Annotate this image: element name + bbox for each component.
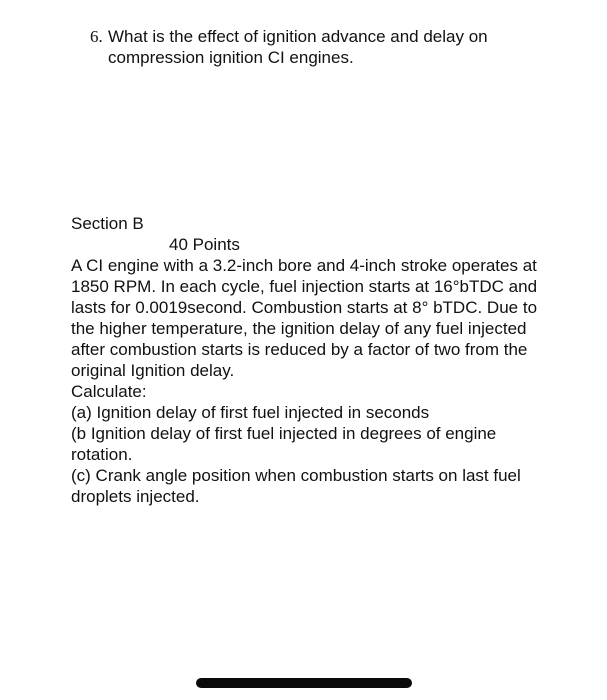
question-text: What is the effect of ignition advance and delay on compression ignition CI engines. (108, 27, 488, 67)
calculate-label: Calculate: (71, 382, 147, 401)
section-title: Section B (71, 214, 144, 233)
part-c: (c) Crank angle position when combustion starts on last fuel droplets injected. (71, 466, 521, 506)
problem-intro: A CI engine with a 3.2-inch bore and 4-inch stroke operates at 1850 RPM. In each cycle, fuel injection starts at 16°bTDC and lasts for 0.0019second. Combustion starts at 8° bTDC. Due to the higher temperature, the ignition delay of any fuel injected after combustion starts is reduced by a factor of two from the original Ignition delay. (71, 256, 538, 380)
problem-statement (71, 255, 541, 507)
question-6 (90, 26, 560, 68)
question-6-row (90, 26, 560, 68)
part-a: (a) Ignition delay of first fuel injected in seconds (71, 403, 430, 422)
points-label: 40 Points (169, 235, 240, 254)
home-indicator[interactable] (196, 678, 412, 688)
question-number: 6. (90, 27, 103, 46)
part-b: (b Ignition delay of first fuel injected in degrees of engine rotation. (71, 424, 497, 464)
